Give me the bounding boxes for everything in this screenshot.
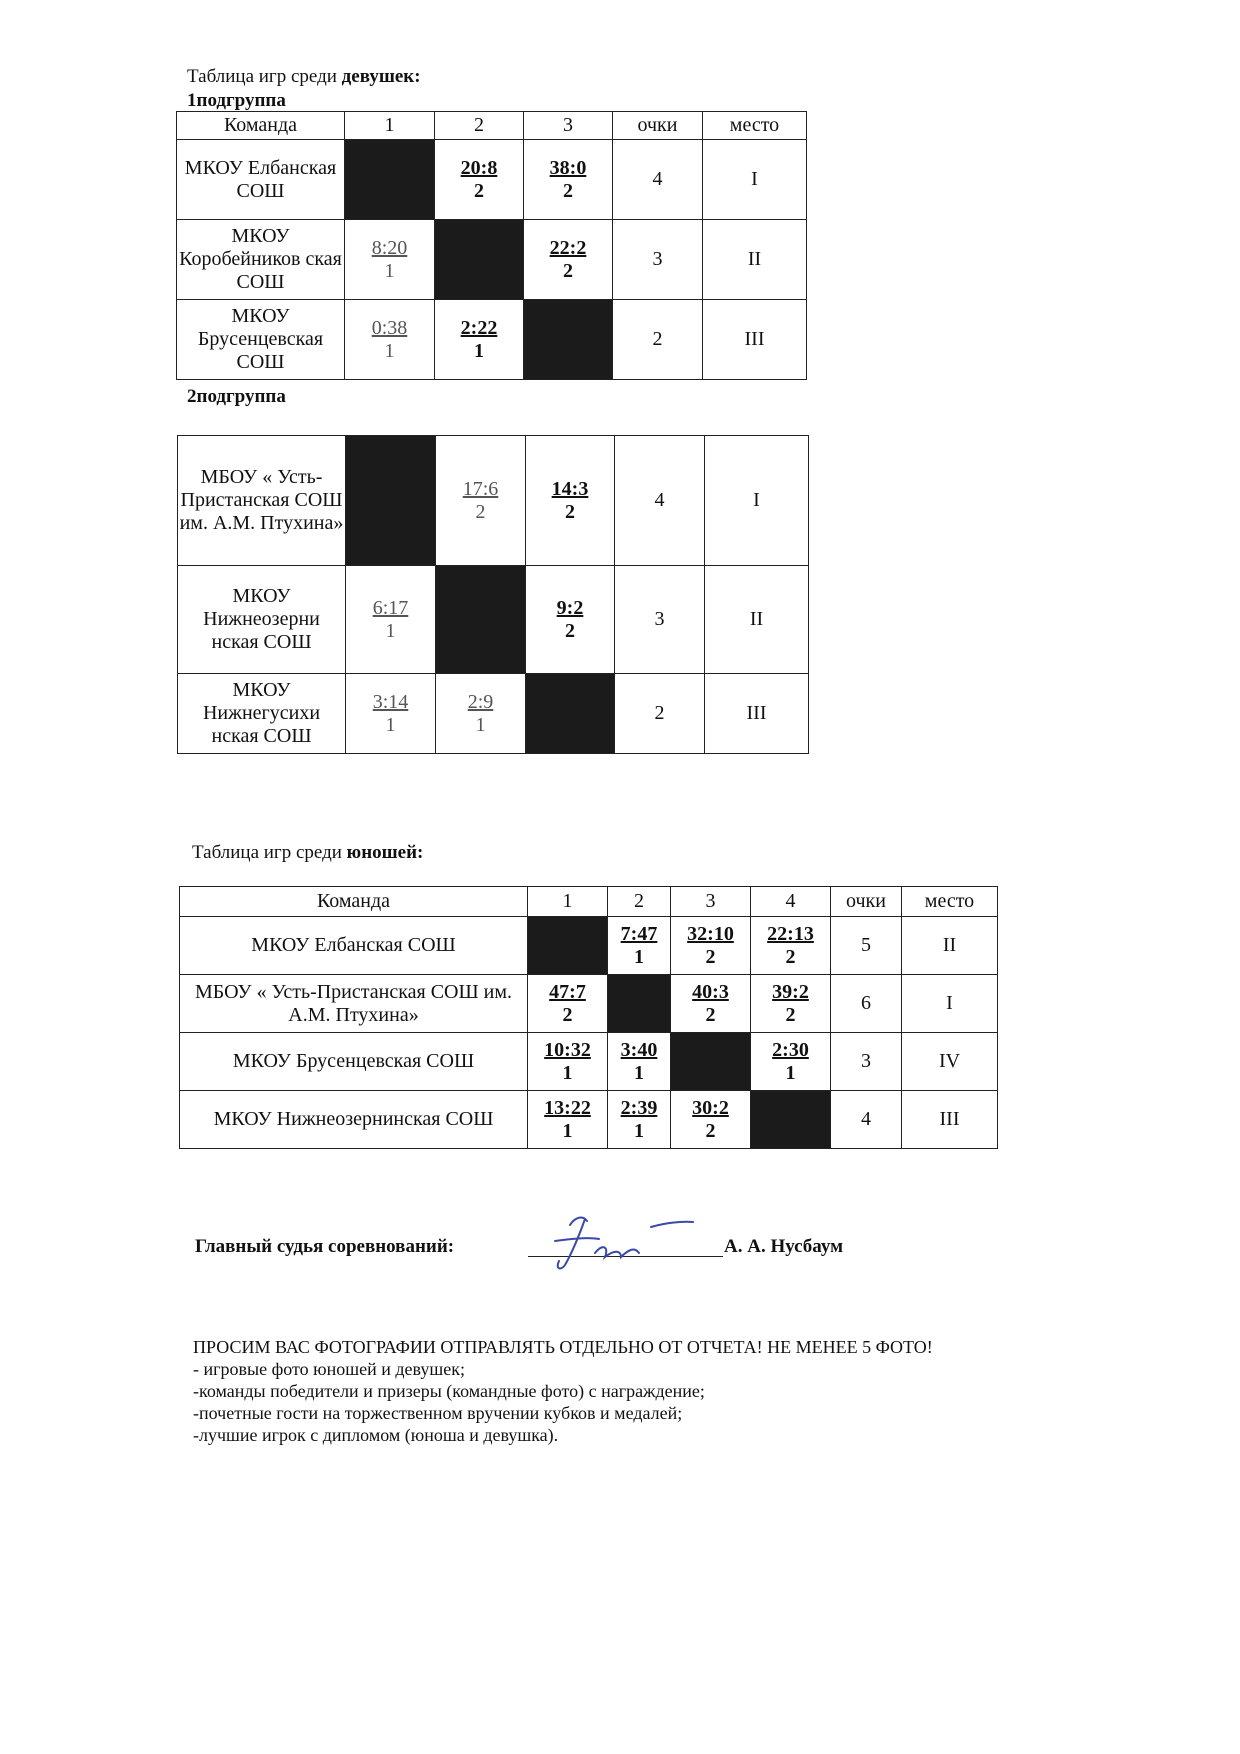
- score-value: [372, 237, 408, 283]
- subgroup1-heading: 1подгруппа: [187, 90, 286, 111]
- match-score: 8:20: [371, 236, 408, 259]
- blacked-cell: [528, 917, 608, 975]
- score-cell: [346, 674, 436, 754]
- match-score: 2:30: [772, 1038, 809, 1061]
- points-cell: 2: [615, 674, 705, 754]
- team-name: МКОУ Брусенцевская СОШ: [180, 1033, 528, 1091]
- score-value: [692, 1097, 729, 1143]
- points-cell: 3: [615, 566, 705, 674]
- points-cell: 5: [831, 917, 902, 975]
- score-value: [772, 981, 809, 1027]
- score-cell: [751, 975, 831, 1033]
- match-points: 2: [705, 1119, 716, 1142]
- score-value: [373, 597, 409, 643]
- match-score: 40:3: [692, 980, 729, 1003]
- girls-subgroup1-table: [176, 111, 807, 380]
- match-score: 0:38: [371, 316, 408, 339]
- match-score: 20:8: [460, 156, 498, 179]
- match-score: 17:6: [462, 477, 499, 500]
- score-cell: [526, 566, 615, 674]
- blacked-cell: [524, 300, 613, 380]
- header-team: Команда: [177, 112, 345, 140]
- score-cell: [608, 917, 671, 975]
- score-value: [544, 1039, 591, 1085]
- header-cell: 1: [345, 112, 435, 140]
- match-score: 2:9: [467, 690, 494, 713]
- match-score: 22:2: [549, 236, 587, 259]
- match-points: 2: [562, 1003, 573, 1026]
- score-cell: [435, 300, 524, 380]
- place-cell: I: [703, 140, 807, 220]
- match-score: 2:39: [620, 1096, 658, 1119]
- score-cell: [436, 436, 526, 566]
- team-name: МКОУ Елбанская СОШ: [180, 917, 528, 975]
- score-value: [552, 478, 589, 524]
- score-cell: [436, 674, 526, 754]
- photo-notes: [193, 1336, 933, 1446]
- blacked-cell: [608, 975, 671, 1033]
- place-cell: III: [703, 300, 807, 380]
- match-points: 1: [562, 1119, 573, 1142]
- judge-label: Главный судья соревнований:: [195, 1236, 455, 1257]
- score-cell: [671, 975, 751, 1033]
- match-points: 2: [562, 179, 573, 202]
- notes-item: - игровые фото юношей и девушек;: [193, 1359, 465, 1379]
- match-points: 1: [385, 619, 396, 642]
- blacked-cell: [346, 436, 436, 566]
- score-value: [461, 157, 498, 203]
- match-points: 1: [475, 713, 486, 736]
- header-cell: очки: [613, 112, 703, 140]
- match-score: 47:7: [549, 980, 586, 1003]
- score-value: [621, 923, 658, 969]
- team-name: МКОУ Нижнеозерни нская СОШ: [178, 566, 346, 674]
- match-points: 2: [564, 500, 575, 523]
- table-row: [180, 917, 998, 975]
- points-cell: 4: [615, 436, 705, 566]
- score-value: [550, 237, 587, 283]
- score-cell: [345, 220, 435, 300]
- score-value: [621, 1097, 658, 1143]
- score-value: [373, 691, 409, 737]
- score-value: [692, 981, 729, 1027]
- header-team: Команда: [180, 887, 528, 917]
- team-name: МКОУ Нижнегусихи нская СОШ: [178, 674, 346, 754]
- place-cell: II: [705, 566, 809, 674]
- table-header-row: [180, 887, 998, 917]
- score-value: [463, 478, 499, 524]
- match-points: 2: [475, 500, 486, 523]
- points-cell: 2: [613, 300, 703, 380]
- match-points: 1: [385, 713, 396, 736]
- team-name: МКОУ Елбанская СОШ: [177, 140, 345, 220]
- score-value: [461, 317, 498, 363]
- table-row: [180, 1033, 998, 1091]
- match-points: 2: [562, 259, 573, 282]
- place-cell: IV: [902, 1033, 998, 1091]
- blacked-cell: [435, 220, 524, 300]
- place-cell: I: [705, 436, 809, 566]
- judge-name: А. А. Нусбаум: [724, 1236, 844, 1257]
- match-score: 38:0: [549, 156, 587, 179]
- score-cell: [608, 1033, 671, 1091]
- table-row: [178, 436, 809, 566]
- match-points: 1: [633, 945, 644, 968]
- team-name: МКОУ Брусенцевская СОШ: [177, 300, 345, 380]
- match-score: 6:17: [372, 596, 409, 619]
- table-row: [177, 300, 807, 380]
- score-value: [550, 157, 587, 203]
- blacked-cell: [345, 140, 435, 220]
- match-points: 1: [633, 1061, 644, 1084]
- score-cell: [345, 300, 435, 380]
- points-cell: 4: [613, 140, 703, 220]
- match-points: 1: [473, 339, 484, 362]
- score-cell: [671, 917, 751, 975]
- match-score: 13:22: [544, 1096, 591, 1119]
- notes-item: -лучшие игрок с дипломом (юноша и девушка).: [193, 1425, 559, 1445]
- match-points: 2: [705, 945, 716, 968]
- place-cell: I: [902, 975, 998, 1033]
- match-score: 32:10: [687, 922, 734, 945]
- score-value: [372, 317, 408, 363]
- girls-table-title: Таблица игр среди девушек:: [187, 66, 421, 87]
- header-cell: 4: [751, 887, 831, 917]
- score-cell: [524, 220, 613, 300]
- score-value: [557, 597, 584, 643]
- blacked-cell: [671, 1033, 751, 1091]
- team-name: МБОУ « Усть-Пристанская СОШ им. А.М. Птухина»: [178, 436, 346, 566]
- score-cell: [751, 917, 831, 975]
- header-cell: 2: [435, 112, 524, 140]
- header-cell: очки: [831, 887, 902, 917]
- score-cell: [671, 1091, 751, 1149]
- score-value: [621, 1039, 658, 1085]
- boys-table: [179, 886, 998, 1149]
- girls-subgroup2-table: [177, 435, 809, 754]
- match-points: 1: [785, 1061, 796, 1084]
- notes-item: -почетные гости на торжественном вручении кубков и медалей;: [193, 1403, 683, 1423]
- score-value: [767, 923, 814, 969]
- score-value: [687, 923, 734, 969]
- match-score: 3:40: [620, 1038, 658, 1061]
- header-cell: место: [703, 112, 807, 140]
- match-points: 2: [473, 179, 484, 202]
- match-score: 39:2: [772, 980, 809, 1003]
- points-cell: 3: [831, 1033, 902, 1091]
- blacked-cell: [526, 674, 615, 754]
- score-value: [468, 691, 494, 737]
- score-cell: [435, 140, 524, 220]
- match-points: 2: [564, 619, 575, 642]
- table-row: [178, 674, 809, 754]
- signature-image: [525, 1213, 725, 1273]
- score-cell: [524, 140, 613, 220]
- score-cell: [528, 975, 608, 1033]
- match-score: 30:2: [692, 1096, 729, 1119]
- table-row: [177, 220, 807, 300]
- table-row: [180, 975, 998, 1033]
- score-cell: [751, 1033, 831, 1091]
- header-cell: место: [902, 887, 998, 917]
- match-points: 2: [785, 1003, 796, 1026]
- boys-table-title: Таблица игр среди юношей:: [192, 842, 424, 863]
- match-points: 1: [384, 259, 395, 282]
- place-cell: II: [902, 917, 998, 975]
- score-cell: [526, 436, 615, 566]
- table-row: [177, 140, 807, 220]
- score-cell: [528, 1091, 608, 1149]
- header-cell: 3: [671, 887, 751, 917]
- table-row: [180, 1091, 998, 1149]
- match-points: 1: [562, 1061, 573, 1084]
- notes-heading: ПРОСИМ ВАС ФОТОГРАФИИ ОТПРАВЛЯТЬ ОТДЕЛЬНО ОТ ОТЧЕТА! НЕ МЕНЕЕ 5 ФОТО!: [193, 1337, 933, 1357]
- header-cell: 1: [528, 887, 608, 917]
- notes-item: -команды победители и призеры (командные фото) с награждение;: [193, 1381, 705, 1401]
- match-score: 10:32: [544, 1038, 591, 1061]
- team-name: МКОУ Нижнеозернинская СОШ: [180, 1091, 528, 1149]
- match-score: 7:47: [620, 922, 658, 945]
- match-score: 9:2: [556, 596, 584, 619]
- match-points: 1: [633, 1119, 644, 1142]
- blacked-cell: [751, 1091, 831, 1149]
- team-name: МБОУ « Усть-Пристанская СОШ им. А.М. Птухина»: [180, 975, 528, 1033]
- score-value: [772, 1039, 809, 1085]
- team-name: МКОУ Коробейников ская СОШ: [177, 220, 345, 300]
- points-cell: 3: [613, 220, 703, 300]
- header-cell: 3: [524, 112, 613, 140]
- score-cell: [346, 566, 436, 674]
- score-value: [544, 1097, 591, 1143]
- blacked-cell: [436, 566, 526, 674]
- score-value: [549, 981, 586, 1027]
- points-cell: 4: [831, 1091, 902, 1149]
- place-cell: III: [705, 674, 809, 754]
- match-score: 3:14: [372, 690, 409, 713]
- match-score: 14:3: [551, 477, 589, 500]
- table-row: [178, 566, 809, 674]
- score-cell: [608, 1091, 671, 1149]
- place-cell: II: [703, 220, 807, 300]
- place-cell: III: [902, 1091, 998, 1149]
- match-points: 2: [785, 945, 796, 968]
- header-cell: 2: [608, 887, 671, 917]
- subgroup2-heading: 2подгруппа: [187, 386, 286, 407]
- match-points: 1: [384, 339, 395, 362]
- points-cell: 6: [831, 975, 902, 1033]
- match-score: 22:13: [767, 922, 814, 945]
- table-header-row: [177, 112, 807, 140]
- score-cell: [528, 1033, 608, 1091]
- match-points: 2: [705, 1003, 716, 1026]
- match-score: 2:22: [460, 316, 498, 339]
